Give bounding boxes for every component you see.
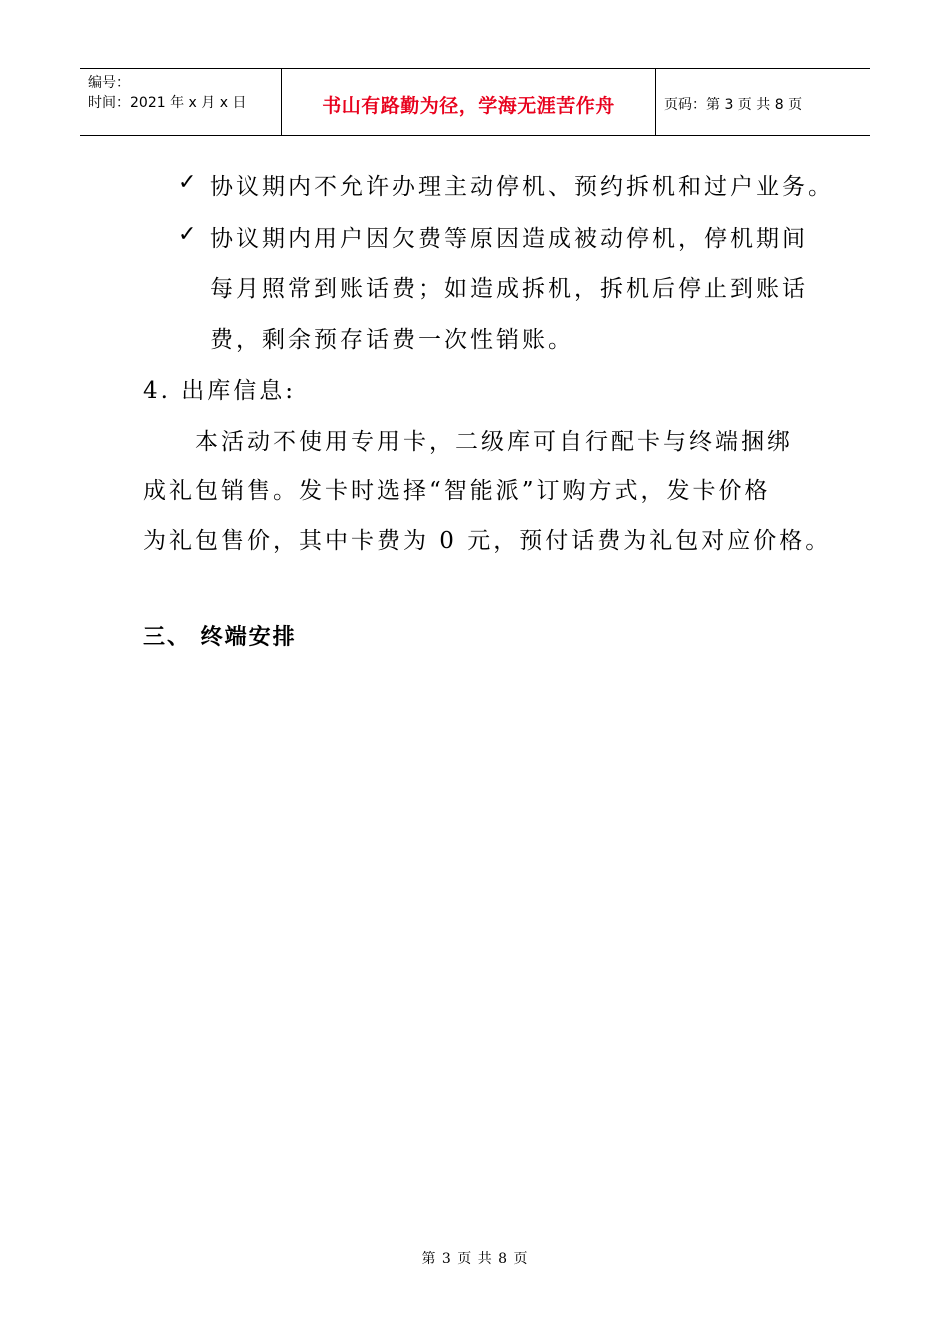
bullet-2-line-2: 每月照常到账话费；如造成拆机，拆机后停止到账话 xyxy=(210,276,808,302)
bullet-2-line-1: 协议期内用户因欠费等原因造成被动停机，停机期间 xyxy=(210,226,808,252)
check-mark-icon: ✓ xyxy=(178,170,197,195)
section-4-paragraph-line-1: 本活动不使用专用卡，二级库可自行配卡与终端捆绑 xyxy=(195,429,793,455)
section-4-paragraph-line-2: 成礼包销售。发卡时选择“智能派”订购方式，发卡价格 xyxy=(143,478,771,504)
bullet-2-line-3: 费，剩余预存话费一次性销账。 xyxy=(210,327,574,353)
section-3-heading: 三、 终端安排 xyxy=(143,625,297,650)
document-header xyxy=(80,68,870,136)
date-line: 时间：2021 年 x 月 x 日 xyxy=(88,95,247,111)
section-4-heading: 4. 出库信息: xyxy=(143,378,297,404)
header-meta-cell xyxy=(80,69,282,135)
header-page-info: 页码：第 3 页 共 8 页 xyxy=(664,97,803,113)
page-footer: 第 3 页 共 8 页 xyxy=(421,1251,529,1267)
header-motto: 书山有路勤为径，学海无涯苦作舟 xyxy=(282,69,656,135)
check-mark-icon: ✓ xyxy=(178,222,197,247)
bullet-1-line-1: 协议期内不允许办理主动停机、预约拆机和过户业务。 xyxy=(210,174,834,200)
number-label: 编号： xyxy=(88,75,130,91)
section-4-paragraph-line-3: 为礼包售价，其中卡费为 0 元，预付话费为礼包对应价格。 xyxy=(143,528,832,554)
